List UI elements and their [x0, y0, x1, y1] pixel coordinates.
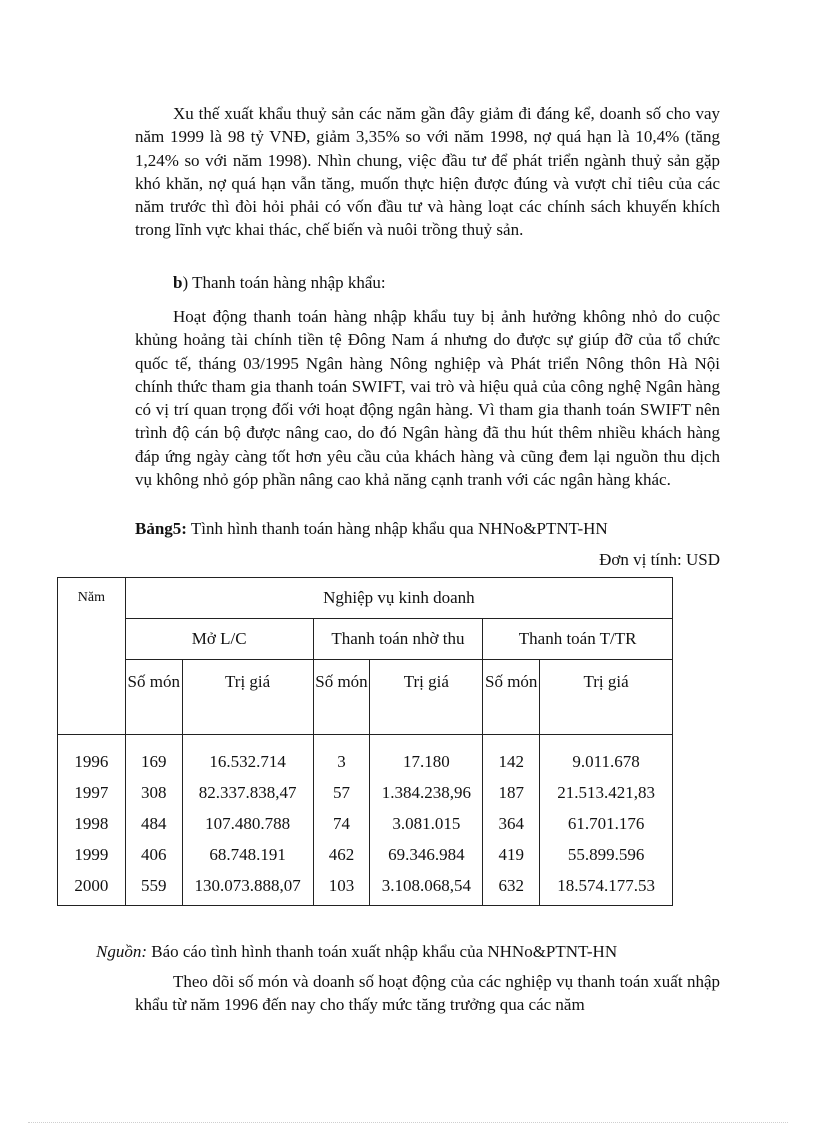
category-header-tt: Thanh toán T/TR: [483, 619, 673, 660]
tt-value-cell: 61.701.176: [540, 808, 673, 839]
year-cell: 1999: [58, 839, 126, 870]
table-caption: [135, 517, 720, 540]
collection-value-cell: 3.081.015: [370, 808, 483, 839]
tt-count-cell: 187: [483, 777, 540, 808]
lc-value-cell: 68.748.191: [182, 839, 313, 870]
paragraph-conclusion: Theo dõi số món và doanh số hoạt động của các nghiệp vụ thanh toán xuất nhập khẩu từ năm 1996 đến nay cho thấy mức tăng trưởng qua các năm: [135, 972, 720, 1015]
table-row: [58, 777, 673, 808]
collection-value-cell: 1.384.238,96: [370, 777, 483, 808]
source-label: Nguồn:: [96, 942, 147, 961]
import-payment-table: [57, 577, 673, 906]
year-column-header: Năm: [58, 578, 126, 735]
lc-count-cell: 406: [125, 839, 182, 870]
tt-value-cell: 18.574.177.53: [540, 870, 673, 906]
paragraph-export-summary: Xu thế xuất khẩu thuỷ sản các năm gần đây giảm đi đáng kể, doanh số cho vay năm 1999 là 98 tỷ VNĐ, giảm 3,35% so với năm 1998, nợ quá hạn là 10,4% (tăng 1,24% so với năm 1998). Nhìn chung, việc đầu tư để phát triển ngành thuỷ sản gặp khó khăn, nợ quá hạn vẫn tăng, muốn thực hiện được đúng và vượt chỉ tiêu của các năm trước thì đòi hỏi phải có vốn đầu tư và hàng loạt các chính sách khuyến khích trong lĩnh vực khai thác, chế biến và nuôi trồng thuỷ sản.: [135, 104, 720, 240]
year-cell: 1998: [58, 808, 126, 839]
value-header: Trị giá: [182, 660, 313, 735]
value-header: Trị giá: [540, 660, 673, 735]
year-cell: 1997: [58, 777, 126, 808]
collection-count-cell: 57: [313, 777, 370, 808]
lc-count-cell: 308: [125, 777, 182, 808]
tt-value-cell: 9.011.678: [540, 735, 673, 778]
table-caption-label: Bảng5:: [135, 519, 187, 538]
section-b-title: ) Thanh toán hàng nhập khẩu:: [182, 273, 386, 292]
lc-value-cell: 16.532.714: [182, 735, 313, 778]
table-row: [58, 808, 673, 839]
collection-value-cell: 69.346.984: [370, 839, 483, 870]
tt-count-cell: 632: [483, 870, 540, 906]
source-text: Báo cáo tình hình thanh toán xuất nhập khẩu của NHNo&PTNT-HN: [147, 942, 618, 961]
tt-count-cell: 364: [483, 808, 540, 839]
category-header-collection: Thanh toán nhờ thu: [313, 619, 483, 660]
lc-value-cell: 82.337.838,47: [182, 777, 313, 808]
source-note: [96, 940, 720, 963]
collection-count-cell: 3: [313, 735, 370, 778]
category-header-lc: Mở L/C: [125, 619, 313, 660]
section-b-label: b: [173, 273, 183, 292]
table-caption-text: Tình hình thanh toán hàng nhập khẩu qua NHNo&PTNT-HN: [186, 519, 608, 538]
year-cell: 1996: [58, 735, 126, 778]
lc-count-cell: 559: [125, 870, 182, 906]
collection-value-cell: 17.180: [370, 735, 483, 778]
lc-count-cell: 484: [125, 808, 182, 839]
business-group-header: Nghiệp vụ kinh doanh: [125, 578, 672, 619]
unit-label: Đơn vị tính: USD: [599, 550, 720, 569]
table-row: [58, 870, 673, 906]
collection-count-cell: 462: [313, 839, 370, 870]
lc-count-cell: 169: [125, 735, 182, 778]
year-cell: 2000: [58, 870, 126, 906]
value-header: Trị giá: [370, 660, 483, 735]
tt-value-cell: 21.513.421,83: [540, 777, 673, 808]
count-header: Số món: [313, 660, 370, 735]
collection-value-cell: 3.108.068,54: [370, 870, 483, 906]
tt-count-cell: 419: [483, 839, 540, 870]
count-header: Số món: [483, 660, 540, 735]
collection-count-cell: 103: [313, 870, 370, 906]
paragraph-import-payment: Hoạt động thanh toán hàng nhập khẩu tuy bị ảnh hưởng không nhỏ do cuộc khủng hoảng tài chính tiền tệ Đông Nam á nhưng do được sự giúp đỡ của tổ chức quốc tế, tháng 03/1995 Ngân hàng Nông nghiệp và Phát triển Nông thôn Hà Nội chính thức tham gia thanh toán SWIFT, vai trò và hiệu quả của công nghệ Ngân hàng có vị trí quan trọng đối với hoạt động ngân hàng. Vì tham gia thanh toán SWIFT nên trình độ cán bộ được nâng cao, do đó Ngân hàng đã thu hút thêm nhiều khách hàng đáp ứng ngày càng tốt hơn yêu cầu của khách hàng và cũng đem lại nguồn thu dịch vụ không nhỏ góp phần nâng cao khả năng cạnh tranh với các ngân hàng khác.: [135, 307, 720, 490]
count-header: Số món: [125, 660, 182, 735]
lc-value-cell: 130.073.888,07: [182, 870, 313, 906]
tt-count-cell: 142: [483, 735, 540, 778]
section-b-heading: [173, 271, 720, 294]
collection-count-cell: 74: [313, 808, 370, 839]
table-row: [58, 839, 673, 870]
table-row: [58, 735, 673, 778]
lc-value-cell: 107.480.788: [182, 808, 313, 839]
tt-value-cell: 55.899.596: [540, 839, 673, 870]
